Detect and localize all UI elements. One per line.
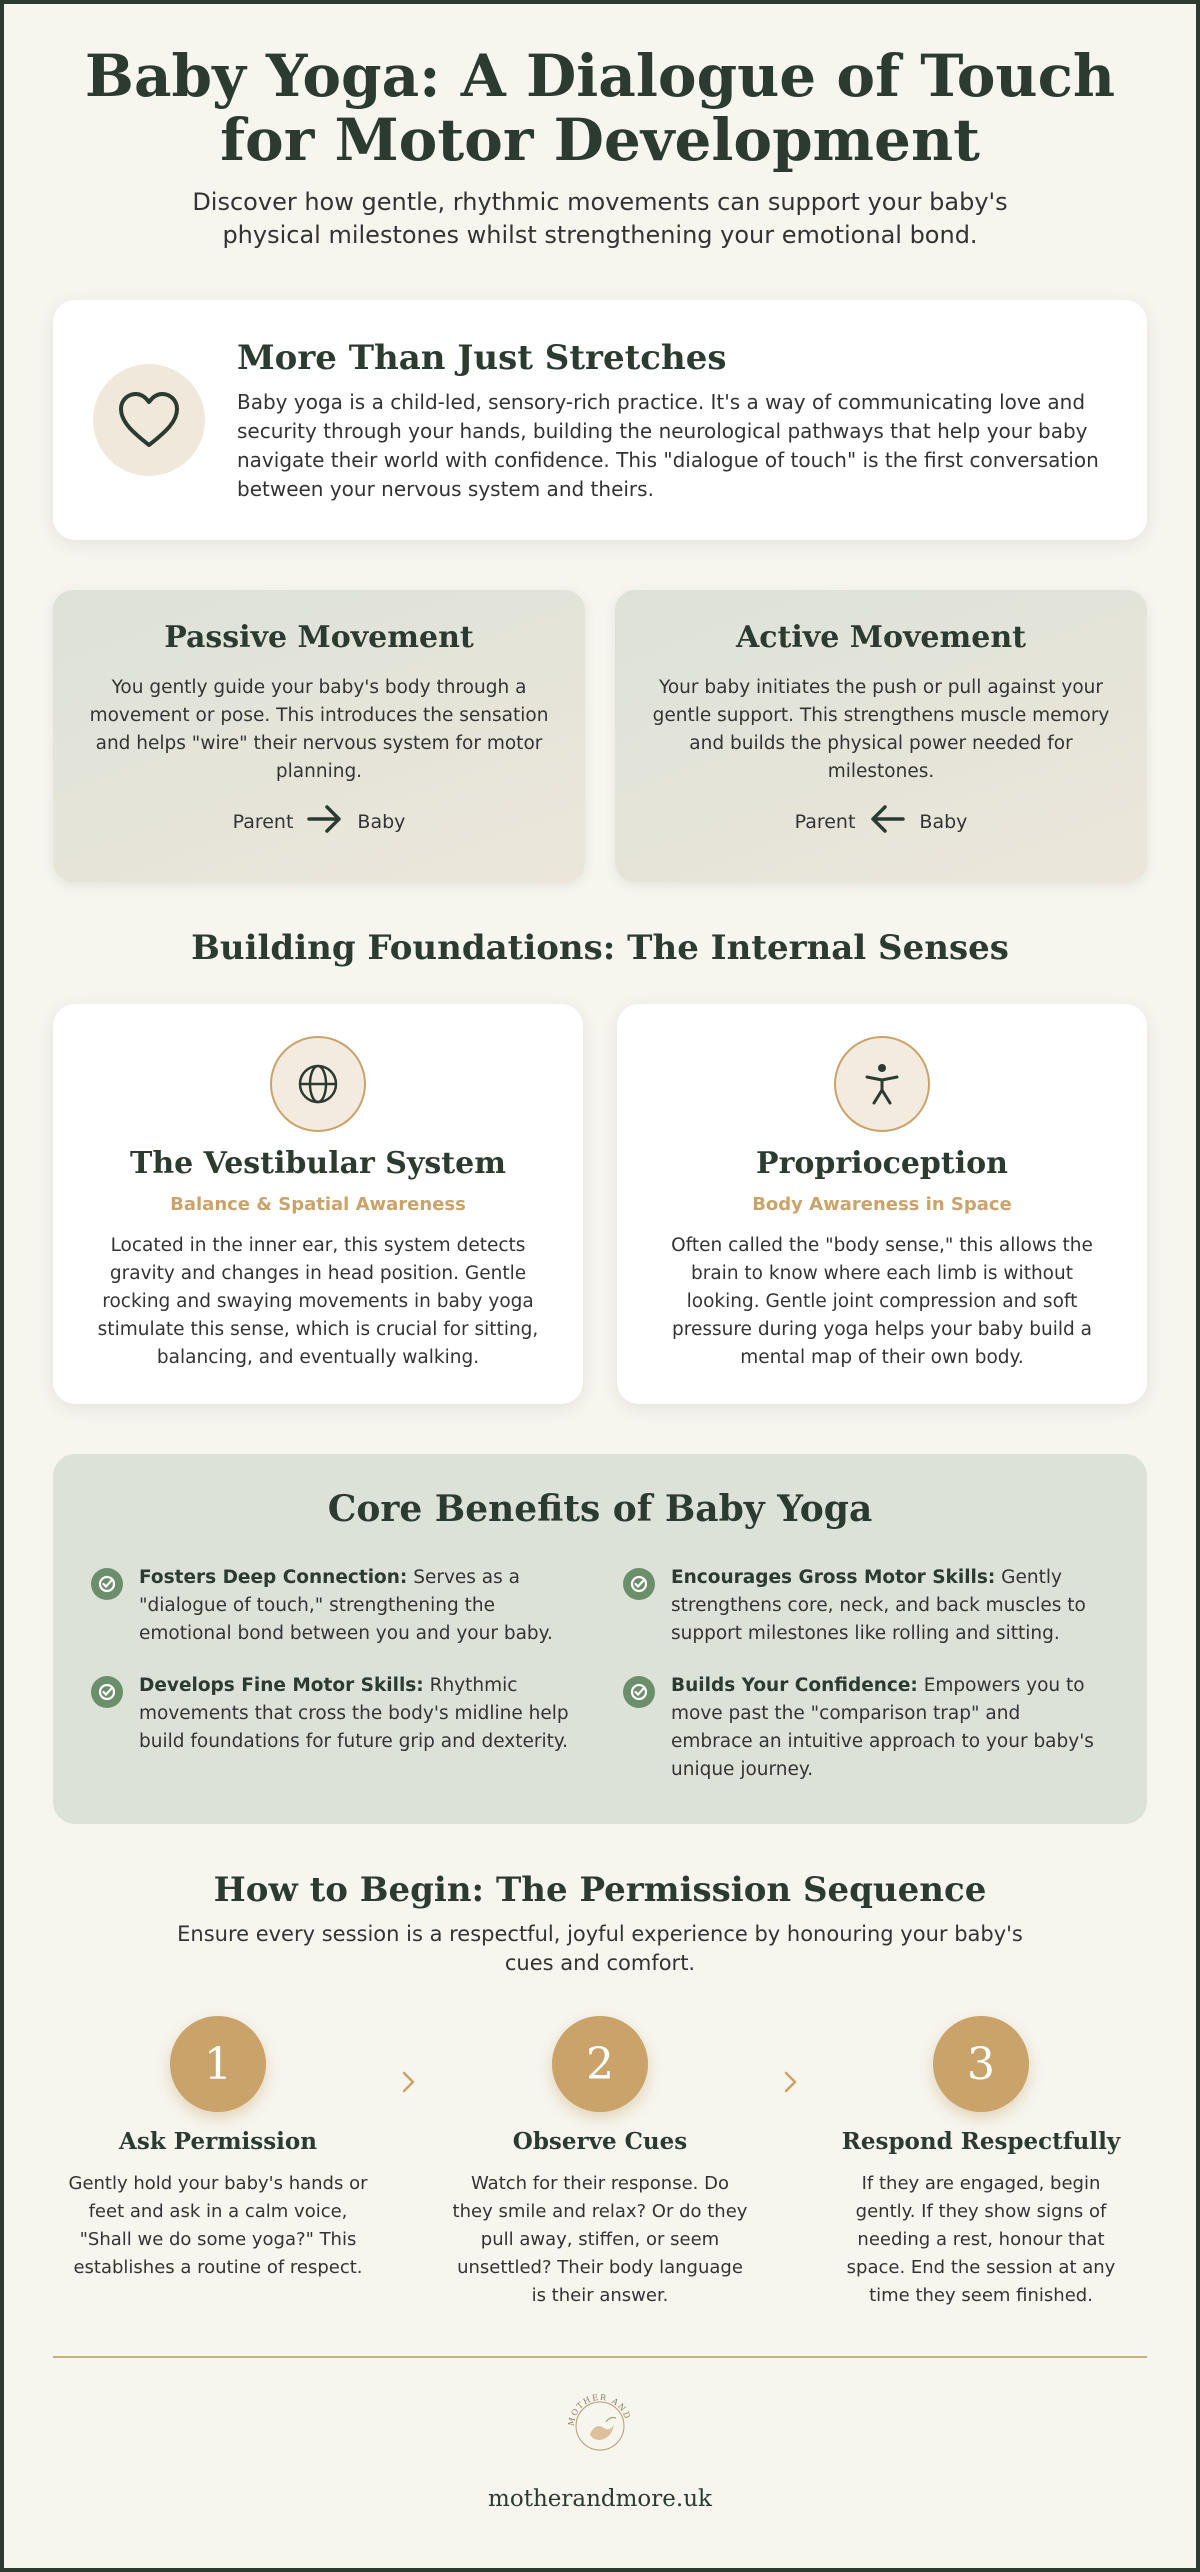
chevron-right-icon <box>778 2070 802 2094</box>
card-title: Proprioception <box>756 1146 1008 1181</box>
step-title: Observe Cues <box>512 2128 688 2155</box>
page-subtitle: Discover how gentle, rhythmic movements can support your baby's physical milestones whilst strengthening your emotional bond. <box>192 188 1008 249</box>
benefit-text: Rhythmic movements that cross the body's midline help build foundations for future grip and dexterity. <box>139 1675 569 1752</box>
step-text: Gently hold your baby's hands or feet and ask in a calm voice, "Shall we do some yoga?" This establishes a routine of respect. <box>68 2173 368 2278</box>
passive-movement-card <box>53 590 585 882</box>
step-title: Respond Respectfully <box>841 2128 1121 2155</box>
benefit-item <box>623 1564 1103 1648</box>
step-text: Watch for their response. Do they smile and relax? Or do they pull away, stiffen, or seem unsettled? Their body language is their answer. <box>452 2173 748 2306</box>
check-circle-icon <box>623 1676 655 1708</box>
heart-icon <box>93 364 205 476</box>
person-icon <box>834 1036 930 1132</box>
step-number: 3 <box>933 2016 1029 2112</box>
step-number: 2 <box>552 2016 648 2112</box>
flow-from: Parent <box>794 810 856 833</box>
card-text: Often called the "body sense," this allows the brain to know where each limb is without looking. Gentle joint compression and soft pressure during yoga helps your baby build a mental map of their own body. <box>671 1235 1093 1368</box>
benefit-label: Fosters Deep Connection: <box>139 1567 408 1588</box>
vestibular-card <box>53 1004 583 1404</box>
intro-title: More Than Just Stretches <box>237 338 727 378</box>
page-title: Baby Yoga: A Dialogue of Touch for Motor Development <box>84 42 1116 174</box>
check-circle-icon <box>623 1568 655 1600</box>
steps-heading: How to Begin: The Permission Sequence <box>213 1870 987 1910</box>
benefit-text: Serves as a "dialogue of touch," strengthening the emotional bond between you and your baby. <box>139 1567 553 1644</box>
benefits-panel <box>53 1454 1147 1824</box>
benefit-label: Builds Your Confidence: <box>671 1675 918 1696</box>
flow-from: Parent <box>232 810 294 833</box>
footer-divider <box>53 2356 1147 2358</box>
footer-website[interactable]: motherandmore.uk <box>488 2486 712 2512</box>
brand-logo <box>560 2386 640 2466</box>
check-circle-icon <box>91 1568 123 1600</box>
benefit-item <box>91 1564 571 1648</box>
active-movement-card <box>615 590 1147 882</box>
step-text: If they are engaged, begin gently. If they show signs of needing a rest, honour that space. End the session at any time they seem finished. <box>846 2173 1116 2306</box>
foundations-heading: Building Foundations: The Internal Senses <box>191 928 1009 968</box>
card-title: Passive Movement <box>164 620 474 655</box>
card-text: Your baby initiates the push or pull against your gentle support. This strengthens muscle memory and builds the physical power needed for milestones. <box>652 677 1110 782</box>
benefit-text: Empowers you to move past the "comparison trap" and embrace an intuitive approach to your baby's unique journey. <box>671 1675 1094 1780</box>
step-number: 1 <box>170 2016 266 2112</box>
step-title: Ask Permission <box>119 2128 317 2155</box>
benefit-label: Develops Fine Motor Skills: <box>139 1675 424 1696</box>
movement-flow <box>615 804 1147 839</box>
benefit-text: Gently strengthens core, neck, and back muscles to support milestones like rolling and sitting. <box>671 1567 1086 1644</box>
card-title: The Vestibular System <box>130 1146 506 1181</box>
intro-text: Baby yoga is a child-led, sensory-rich practice. It's a way of communicating love and security through your hands, building the neurological pathways that help your baby navigate their world with confidence. This "dialogue of touch" is the first conversation between your nervous system and theirs. <box>237 390 1099 501</box>
svg-text:MOTHER AND MORE: MOTHER AND <box>566 2392 633 2427</box>
card-text: Located in the inner ear, this system detects gravity and changes in head position. Gentle rocking and swaying movements in baby yoga stimulate this sense, which is crucial for sitting, balancing, and eventually walking. <box>97 1235 539 1368</box>
benefit-item <box>91 1672 571 1756</box>
benefit-label: Encourages Gross Motor Skills: <box>671 1567 996 1588</box>
arrow-left-icon <box>869 804 905 839</box>
proprioception-card <box>617 1004 1147 1404</box>
arrow-right-icon <box>307 804 343 839</box>
flow-to: Baby <box>357 810 406 833</box>
benefit-item <box>623 1672 1103 1784</box>
flow-to: Baby <box>919 810 968 833</box>
card-text: You gently guide your baby's body through a movement or pose. This introduces the sensation and helps "wire" their nervous system for motor planning. <box>89 677 549 782</box>
intro-card <box>53 300 1147 540</box>
card-subtitle: Balance & Spatial Awareness <box>170 1194 466 1215</box>
check-circle-icon <box>91 1676 123 1708</box>
globe-icon <box>270 1036 366 1132</box>
card-subtitle: Body Awareness in Space <box>752 1194 1012 1215</box>
chevron-right-icon <box>396 2070 420 2094</box>
movement-flow <box>53 804 585 839</box>
steps-intro: Ensure every session is a respectful, joyful experience by honouring your baby's cues and comfort. <box>177 1922 1023 1975</box>
benefits-heading: Core Benefits of Baby Yoga <box>327 1488 873 1530</box>
card-title: Active Movement <box>736 620 1026 655</box>
